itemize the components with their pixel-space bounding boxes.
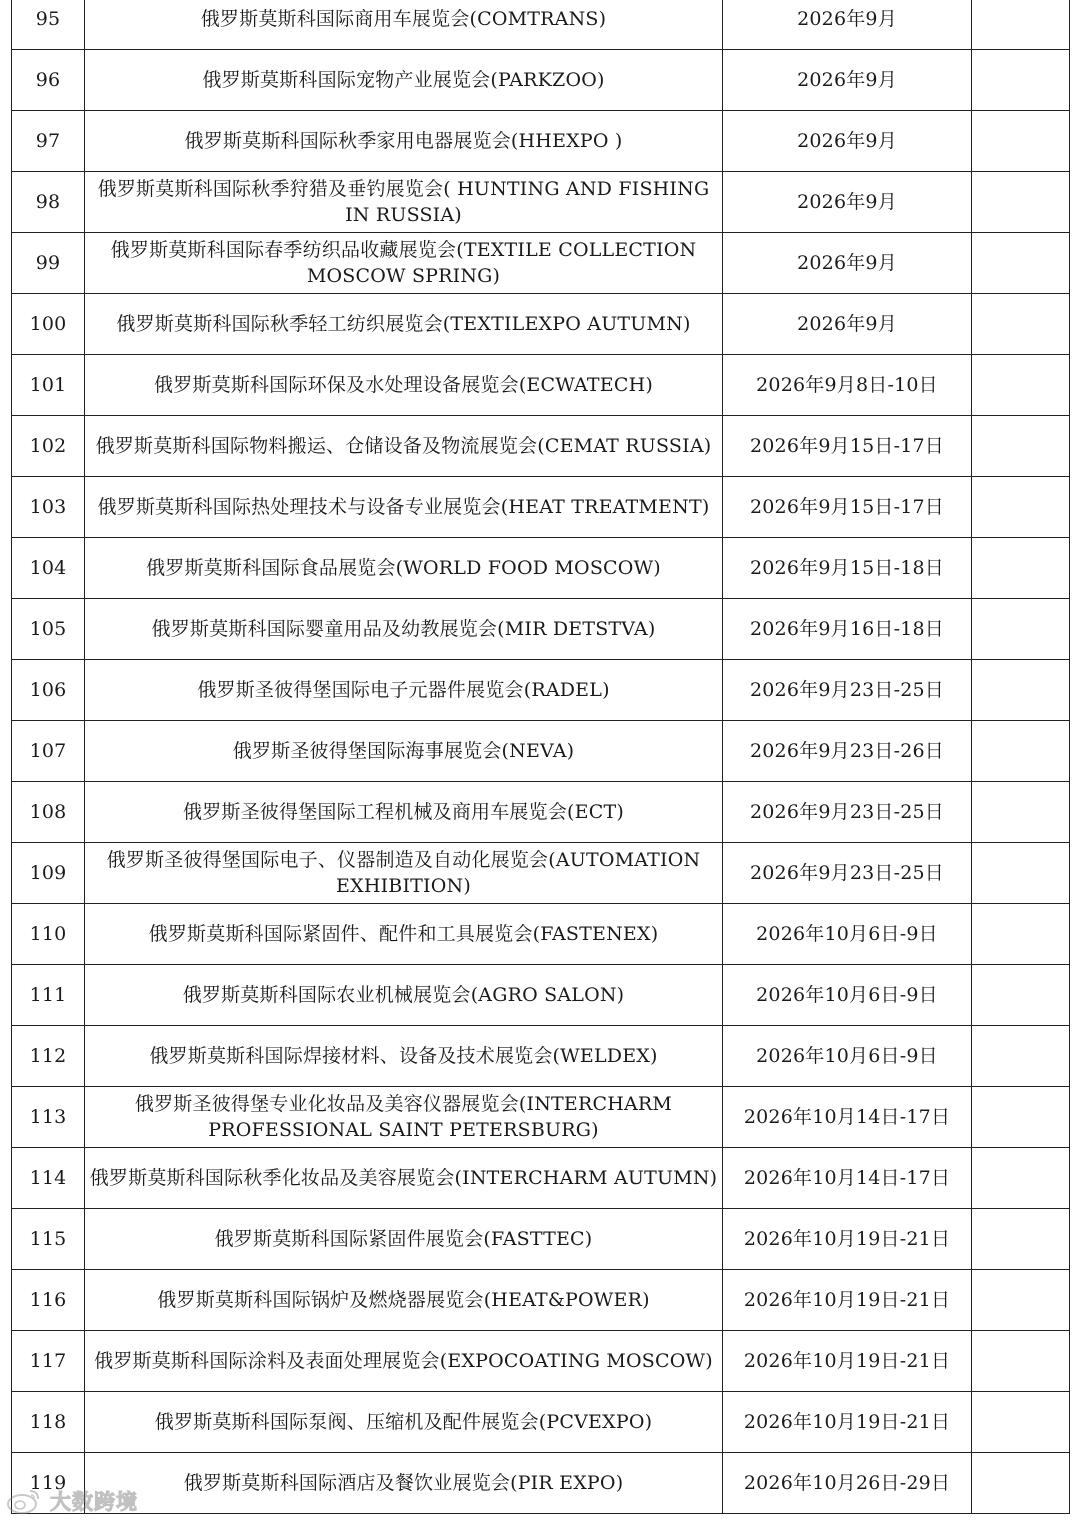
exhibition-name-cell: 俄罗斯圣彼得堡国际电子元器件展览会(RADEL) bbox=[85, 660, 723, 721]
exhibition-name-cell: 俄罗斯莫斯科国际锅炉及燃烧器展览会(HEAT&POWER) bbox=[85, 1270, 723, 1331]
exhibition-date-cell: 2026年9月23日-26日 bbox=[723, 721, 972, 782]
note-cell bbox=[972, 721, 1070, 782]
exhibition-name-cell: 俄罗斯圣彼得堡国际电子、仪器制造及自动化展览会(AUTOMATION EXHIBITION) bbox=[85, 843, 723, 904]
table-row bbox=[12, 538, 1070, 599]
row-number-cell: 108 bbox=[12, 782, 85, 843]
exhibition-date-cell: 2026年9月15日-17日 bbox=[723, 416, 972, 477]
exhibition-date-cell: 2026年9月 bbox=[723, 50, 972, 111]
note-cell bbox=[972, 1148, 1070, 1209]
exhibition-date-cell: 2026年9月15日-17日 bbox=[723, 477, 972, 538]
exhibition-name-cell: 俄罗斯莫斯科国际涂料及表面处理展览会(EXPOCOATING MOSCOW) bbox=[85, 1331, 723, 1392]
exhibition-date-cell: 2026年9月16日-18日 bbox=[723, 599, 972, 660]
table-row bbox=[12, 172, 1070, 233]
row-number-cell: 101 bbox=[12, 355, 85, 416]
watermark-text: 大数跨境 bbox=[50, 1490, 138, 1514]
exhibition-date-cell: 2026年9月23日-25日 bbox=[723, 660, 972, 721]
exhibition-date-cell: 2026年10月6日-9日 bbox=[723, 904, 972, 965]
note-cell bbox=[972, 965, 1070, 1026]
table-row bbox=[12, 1148, 1070, 1209]
table-row bbox=[12, 477, 1070, 538]
table-row bbox=[12, 721, 1070, 782]
exhibition-date-cell: 2026年9月 bbox=[723, 172, 972, 233]
exhibition-date-cell: 2026年9月 bbox=[723, 233, 972, 294]
exhibition-name-cell: 俄罗斯莫斯科国际秋季家用电器展览会(HHEXPO ) bbox=[85, 111, 723, 172]
exhibition-date-cell: 2026年9月15日-18日 bbox=[723, 538, 972, 599]
row-number-cell: 95 bbox=[12, 0, 85, 50]
table-row bbox=[12, 1392, 1070, 1453]
row-number-cell: 102 bbox=[12, 416, 85, 477]
exhibition-name-cell: 俄罗斯莫斯科国际秋季化妆品及美容展览会(INTERCHARM AUTUMN) bbox=[85, 1148, 723, 1209]
table-row bbox=[12, 782, 1070, 843]
exhibition-name-cell: 俄罗斯莫斯科国际秋季轻工纺织展览会(TEXTILEXPO AUTUMN) bbox=[85, 294, 723, 355]
exhibition-date-cell: 2026年9月 bbox=[723, 111, 972, 172]
row-number-cell: 104 bbox=[12, 538, 85, 599]
table-row bbox=[12, 111, 1070, 172]
table-row bbox=[12, 1026, 1070, 1087]
exhibition-name-cell: 俄罗斯莫斯科国际紧固件、配件和工具展览会(FASTENEX) bbox=[85, 904, 723, 965]
exhibition-name-cell: 俄罗斯莫斯科国际环保及水处理设备展览会(ECWATECH) bbox=[85, 355, 723, 416]
row-number-cell: 119 bbox=[12, 1453, 85, 1514]
row-number-cell: 106 bbox=[12, 660, 85, 721]
exhibition-date-cell: 2026年10月14日-17日 bbox=[723, 1087, 972, 1148]
exhibition-table-body bbox=[12, 0, 1070, 1514]
note-cell bbox=[972, 660, 1070, 721]
note-cell bbox=[972, 1453, 1070, 1514]
exhibition-date-cell: 2026年9月23日-25日 bbox=[723, 782, 972, 843]
note-cell bbox=[972, 477, 1070, 538]
note-cell bbox=[972, 1392, 1070, 1453]
note-cell bbox=[972, 355, 1070, 416]
table-row bbox=[12, 0, 1070, 50]
exhibition-name-cell: 俄罗斯莫斯科国际焊接材料、设备及技术展览会(WELDEX) bbox=[85, 1026, 723, 1087]
exhibition-date-cell: 2026年10月26日-29日 bbox=[723, 1453, 972, 1514]
exhibition-name-cell: 俄罗斯莫斯科国际农业机械展览会(AGRO SALON) bbox=[85, 965, 723, 1026]
row-number-cell: 114 bbox=[12, 1148, 85, 1209]
table-row bbox=[12, 355, 1070, 416]
exhibition-name-cell: 俄罗斯莫斯科国际秋季狩猎及垂钓展览会( HUNTING AND FISHING IN RUSSIA) bbox=[85, 172, 723, 233]
exhibition-date-cell: 2026年9月23日-25日 bbox=[723, 843, 972, 904]
exhibition-date-cell: 2026年9月8日-10日 bbox=[723, 355, 972, 416]
table-row bbox=[12, 233, 1070, 294]
row-number-cell: 96 bbox=[12, 50, 85, 111]
table-row bbox=[12, 1209, 1070, 1270]
exhibition-name-cell: 俄罗斯莫斯科国际物料搬运、仓储设备及物流展览会(CEMAT RUSSIA) bbox=[85, 416, 723, 477]
row-number-cell: 118 bbox=[12, 1392, 85, 1453]
table-row bbox=[12, 1453, 1070, 1514]
row-number-cell: 113 bbox=[12, 1087, 85, 1148]
row-number-cell: 112 bbox=[12, 1026, 85, 1087]
table-row bbox=[12, 1331, 1070, 1392]
table-row bbox=[12, 50, 1070, 111]
exhibition-name-cell: 俄罗斯莫斯科国际紧固件展览会(FASTTEC) bbox=[85, 1209, 723, 1270]
note-cell bbox=[972, 538, 1070, 599]
exhibition-name-cell: 俄罗斯圣彼得堡专业化妆品及美容仪器展览会(INTERCHARM PROFESSIONAL SAINT PETERSBURG) bbox=[85, 1087, 723, 1148]
row-number-cell: 111 bbox=[12, 965, 85, 1026]
exhibition-name-cell: 俄罗斯莫斯科国际婴童用品及幼教展览会(MIR DETSTVA) bbox=[85, 599, 723, 660]
note-cell bbox=[972, 233, 1070, 294]
exhibition-table bbox=[11, 0, 1070, 1514]
note-cell bbox=[972, 782, 1070, 843]
exhibition-date-cell: 2026年9月 bbox=[723, 294, 972, 355]
row-number-cell: 116 bbox=[12, 1270, 85, 1331]
row-number-cell: 99 bbox=[12, 233, 85, 294]
table-row bbox=[12, 599, 1070, 660]
exhibition-name-cell: 俄罗斯莫斯科国际食品展览会(WORLD FOOD MOSCOW) bbox=[85, 538, 723, 599]
note-cell bbox=[972, 1270, 1070, 1331]
exhibition-date-cell: 2026年10月19日-21日 bbox=[723, 1331, 972, 1392]
row-number-cell: 115 bbox=[12, 1209, 85, 1270]
exhibition-name-cell: 俄罗斯莫斯科国际热处理技术与设备专业展览会(HEAT TREATMENT) bbox=[85, 477, 723, 538]
note-cell bbox=[972, 0, 1070, 50]
table-row bbox=[12, 660, 1070, 721]
weibo-logo-icon bbox=[6, 1487, 42, 1515]
watermark bbox=[6, 1486, 138, 1516]
exhibition-date-cell: 2026年10月19日-21日 bbox=[723, 1209, 972, 1270]
exhibition-date-cell: 2026年10月6日-9日 bbox=[723, 1026, 972, 1087]
table-row bbox=[12, 843, 1070, 904]
exhibition-date-cell: 2026年10月14日-17日 bbox=[723, 1148, 972, 1209]
note-cell bbox=[972, 1331, 1070, 1392]
exhibition-name-cell: 俄罗斯莫斯科国际泵阀、压缩机及配件展览会(PCVEXPO) bbox=[85, 1392, 723, 1453]
exhibition-name-cell: 俄罗斯莫斯科国际春季纺织品收藏展览会(TEXTILE COLLECTION MOSCOW SPRING) bbox=[85, 233, 723, 294]
note-cell bbox=[972, 904, 1070, 965]
exhibition-date-cell: 2026年10月19日-21日 bbox=[723, 1392, 972, 1453]
note-cell bbox=[972, 843, 1070, 904]
exhibition-name-cell: 俄罗斯莫斯科国际酒店及餐饮业展览会(PIR EXPO) bbox=[85, 1453, 723, 1514]
note-cell bbox=[972, 416, 1070, 477]
row-number-cell: 98 bbox=[12, 172, 85, 233]
row-number-cell: 117 bbox=[12, 1331, 85, 1392]
exhibition-name-cell: 俄罗斯莫斯科国际商用车展览会(COMTRANS) bbox=[85, 0, 723, 50]
exhibition-date-cell: 2026年10月6日-9日 bbox=[723, 965, 972, 1026]
exhibition-date-cell: 2026年9月 bbox=[723, 0, 972, 50]
exhibition-date-cell: 2026年10月19日-21日 bbox=[723, 1270, 972, 1331]
exhibition-name-cell: 俄罗斯圣彼得堡国际海事展览会(NEVA) bbox=[85, 721, 723, 782]
row-number-cell: 103 bbox=[12, 477, 85, 538]
exhibition-name-cell: 俄罗斯圣彼得堡国际工程机械及商用车展览会(ECT) bbox=[85, 782, 723, 843]
table-row bbox=[12, 965, 1070, 1026]
table-row bbox=[12, 294, 1070, 355]
row-number-cell: 109 bbox=[12, 843, 85, 904]
row-number-cell: 97 bbox=[12, 111, 85, 172]
note-cell bbox=[972, 50, 1070, 111]
note-cell bbox=[972, 1087, 1070, 1148]
table-row bbox=[12, 1087, 1070, 1148]
note-cell bbox=[972, 172, 1070, 233]
note-cell bbox=[972, 599, 1070, 660]
note-cell bbox=[972, 111, 1070, 172]
table-row bbox=[12, 416, 1070, 477]
note-cell bbox=[972, 1026, 1070, 1087]
note-cell bbox=[972, 294, 1070, 355]
table-row bbox=[12, 1270, 1070, 1331]
exhibition-name-cell: 俄罗斯莫斯科国际宠物产业展览会(PARKZOO) bbox=[85, 50, 723, 111]
table-row bbox=[12, 904, 1070, 965]
row-number-cell: 105 bbox=[12, 599, 85, 660]
row-number-cell: 107 bbox=[12, 721, 85, 782]
note-cell bbox=[972, 1209, 1070, 1270]
row-number-cell: 110 bbox=[12, 904, 85, 965]
row-number-cell: 100 bbox=[12, 294, 85, 355]
